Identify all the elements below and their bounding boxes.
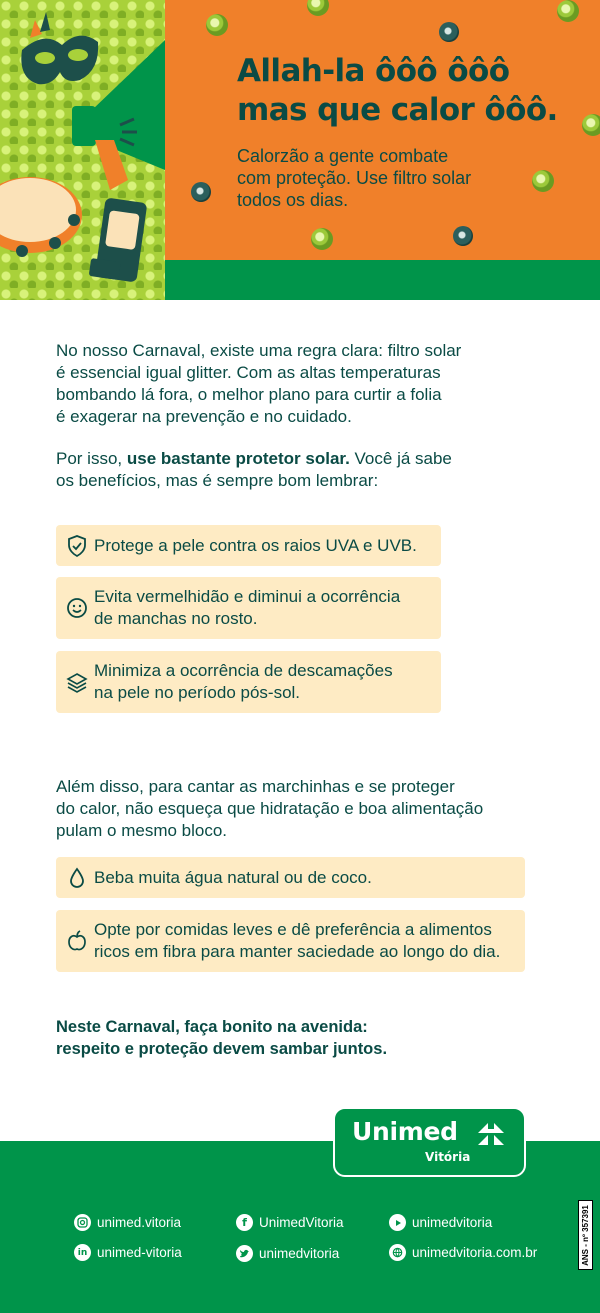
hero-orange-panel: [165, 0, 600, 260]
sequin-decoration: [439, 22, 459, 42]
hero-banner: [0, 0, 600, 300]
hydration-paragraph: Além disso, para cantar as marchinhas e se proteger do calor, não esqueça que hidratação e boa alimentação pulam o mesmo bloco.: [56, 777, 484, 840]
hero-subtitle: Calorzão a gente combate com proteção. Use filtro solar todos os dias.: [237, 146, 472, 210]
carnival-illustration: [0, 0, 165, 300]
sunscreen-emphasis: use bastante protetor solar.: [126, 449, 350, 468]
youtube-link[interactable]: unimedvitoria: [389, 1214, 492, 1231]
instagram-icon: [74, 1214, 91, 1231]
youtube-icon: [389, 1214, 406, 1231]
benefit-text: Minimiza a ocorrência de descamações na pele no período pós-sol.: [94, 661, 393, 702]
benefit-card: [56, 577, 441, 639]
linkedin-icon: in: [74, 1244, 91, 1261]
tip-text: Beba muita água natural ou de coco.: [94, 867, 372, 887]
sequin-decoration: [311, 228, 333, 250]
sequin-decoration: [453, 226, 473, 246]
logo-city: Vitória: [425, 1150, 471, 1164]
sunscreen-icon: [89, 197, 148, 282]
ans-registration-badge: ANS - nº 357391: [578, 1200, 593, 1270]
benefit-card: [56, 651, 441, 713]
globe-icon: [389, 1244, 406, 1261]
instagram-link[interactable]: unimed.vitoria: [74, 1214, 181, 1231]
facebook-link[interactable]: f UnimedVitoria: [236, 1214, 344, 1231]
linkedin-link[interactable]: in unimed-vitoria: [74, 1244, 182, 1261]
tip-text: Opte por comidas leves e dê preferência a alimentos ricos em fibra para manter saciedade ao longo do dia.: [94, 920, 501, 961]
tip-card: [56, 910, 525, 972]
intro-paragraph: No nosso Carnaval, existe uma regra clara: filtro solar é essencial igual glitter. Com as altas temperaturas bombando lá fora, o melhor plano para curtir a folia é exagerar na prevenção e no cuidado.: [56, 341, 462, 426]
shield-check-icon: [56, 535, 94, 557]
twitter-link[interactable]: unimedvitoria: [236, 1245, 339, 1262]
sequin-decoration: [582, 114, 600, 136]
layers-icon: [56, 671, 94, 693]
carnival-mask-icon: [21, 12, 98, 84]
benefit-text: Protege a pele contra os raios UVA e UVB.: [94, 535, 417, 555]
sequin-decoration: [206, 14, 228, 36]
sequin-decoration: [191, 182, 211, 202]
glitter-illustration: [0, 0, 165, 300]
smiley-icon: [56, 597, 94, 619]
tambourine-icon: [0, 177, 82, 257]
benefit-text: Evita vermelhidão e diminui a ocorrência de manchas no rosto.: [94, 587, 401, 628]
benefit-card: [56, 525, 441, 566]
twitter-icon: [236, 1245, 253, 1262]
logo-brand-name: Unimed: [352, 1117, 458, 1146]
closing-message: Neste Carnaval, faça bonito na avenida: respeito e proteção devem sambar juntos.: [56, 1018, 388, 1058]
facebook-icon: f: [236, 1214, 253, 1231]
droplet-icon: [56, 867, 94, 889]
hero-green-strip: [165, 260, 600, 300]
hero-title: Allah-la ôôô ôôô mas que calor ôôô.: [237, 53, 558, 128]
tip-card: [56, 857, 525, 898]
unimed-tree-icon: [474, 1121, 508, 1147]
sequin-decoration: [557, 0, 579, 22]
apple-icon: [56, 930, 94, 952]
sunscreen-paragraph: Por isso, use bastante protetor solar. Você já sabe os benefícios, mas é sempre bom lembrar:: [56, 449, 452, 490]
website-link[interactable]: unimedvitoria.com.br: [389, 1244, 537, 1261]
